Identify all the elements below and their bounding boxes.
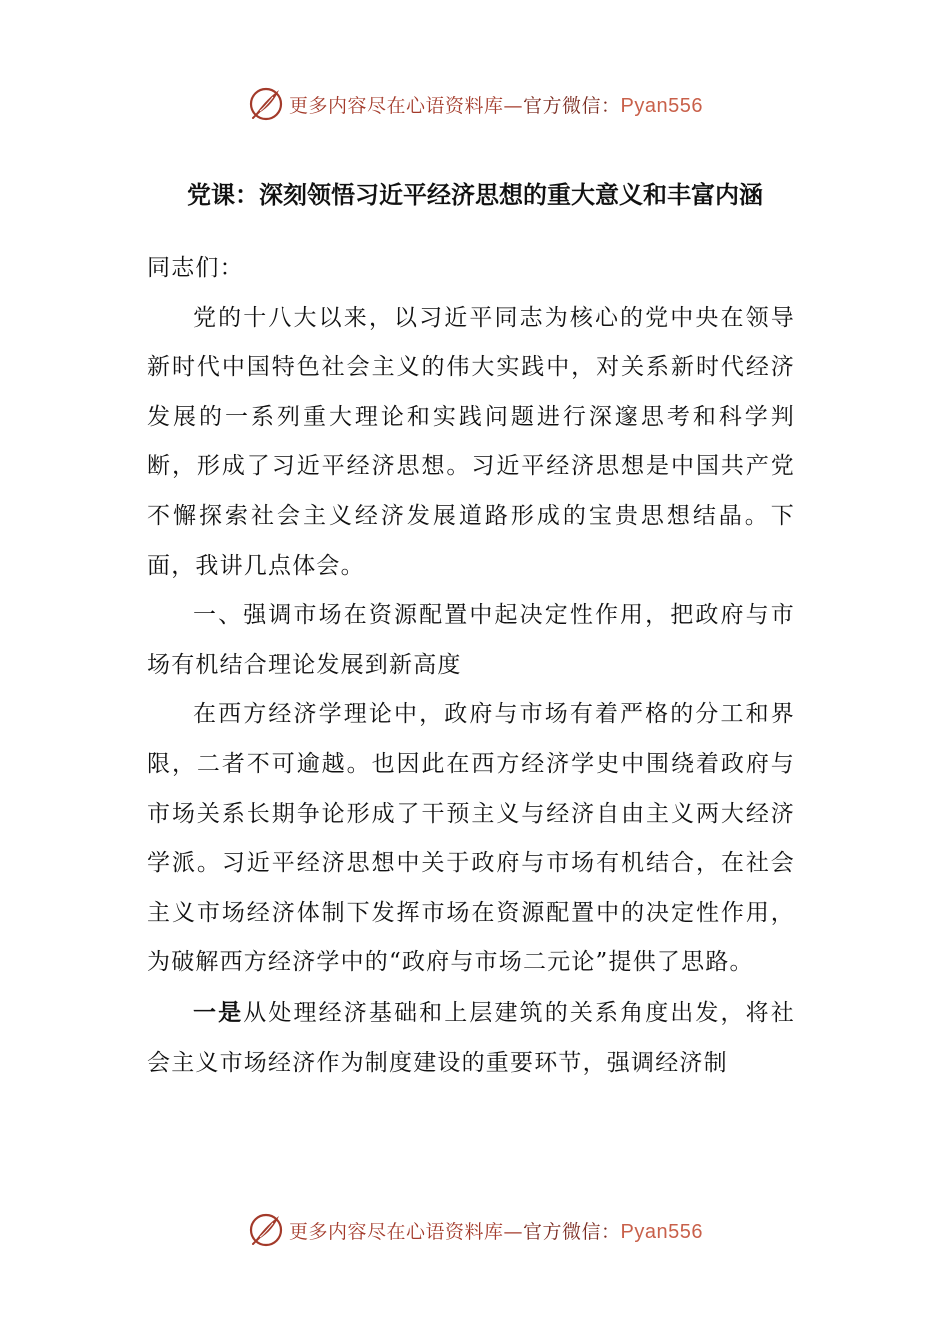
salutation: 同志们： [147, 255, 244, 281]
document-title: 党课：深刻领悟习近平经济思想的重大意义和丰富内涵 [187, 181, 763, 209]
body-paragraph-last [147, 988, 795, 1088]
footer-banner [0, 1208, 950, 1252]
body-paragraph: 党的十八大以来，以习近平同志为核心的党中央在领导新时代中国特色社会主义的伟大实践中，对关系新时代经济发展的一系列重大理论和实践问题进行深邃思考和科学判断，形成了习近平经济思想。习近平经济思想是中国共产党不懈探索社会主义经济发展道路形成的宝贵思想结晶。下面，我讲几点体会。 [147, 304, 795, 579]
banner-separator: — [503, 1220, 524, 1243]
banner-wechat-id: Pyan556 [620, 1220, 703, 1243]
bold-lead: 一是 [193, 998, 244, 1026]
header-banner [0, 82, 950, 126]
quill-logo-icon [247, 1211, 285, 1249]
body-paragraph: 在西方经济学理论中，政府与市场有着严格的分工和界限，二者不可逾越。也因此在西方经济学史中围绕着政府与市场关系长期争论形成了干预主义与经济自由主义两大经济学派。习近平经济思想中关于政府与市场有机结合，在社会主义市场经济体制下发挥市场在资源配置中的决定性作用，为破解西方经济学中的“政府与市场二元论”提供了思路。 [147, 701, 795, 976]
banner-text [289, 91, 703, 118]
banner-site-name: 更多内容尽在心语资料库 [289, 1220, 504, 1243]
document-body [147, 244, 795, 1088]
banner-text [289, 1217, 703, 1244]
paragraph-text: 从处理经济基础和上层建筑的关系角度出发，将社会主义市场经济作为制度建设的重要环节，强调经济制 [147, 999, 795, 1076]
banner-official-label: 官方微信： [523, 1220, 621, 1243]
banner-site-name: 更多内容尽在心语资料库 [289, 94, 504, 117]
section-heading: 一、强调市场在资源配置中起决定性作用，把政府与市场有机结合理论发展到新高度 [147, 602, 795, 678]
banner-separator: — [503, 94, 524, 117]
banner-official-label: 官方微信： [523, 94, 621, 117]
quill-logo-icon [247, 85, 285, 123]
banner-wechat-id: Pyan556 [620, 94, 703, 117]
